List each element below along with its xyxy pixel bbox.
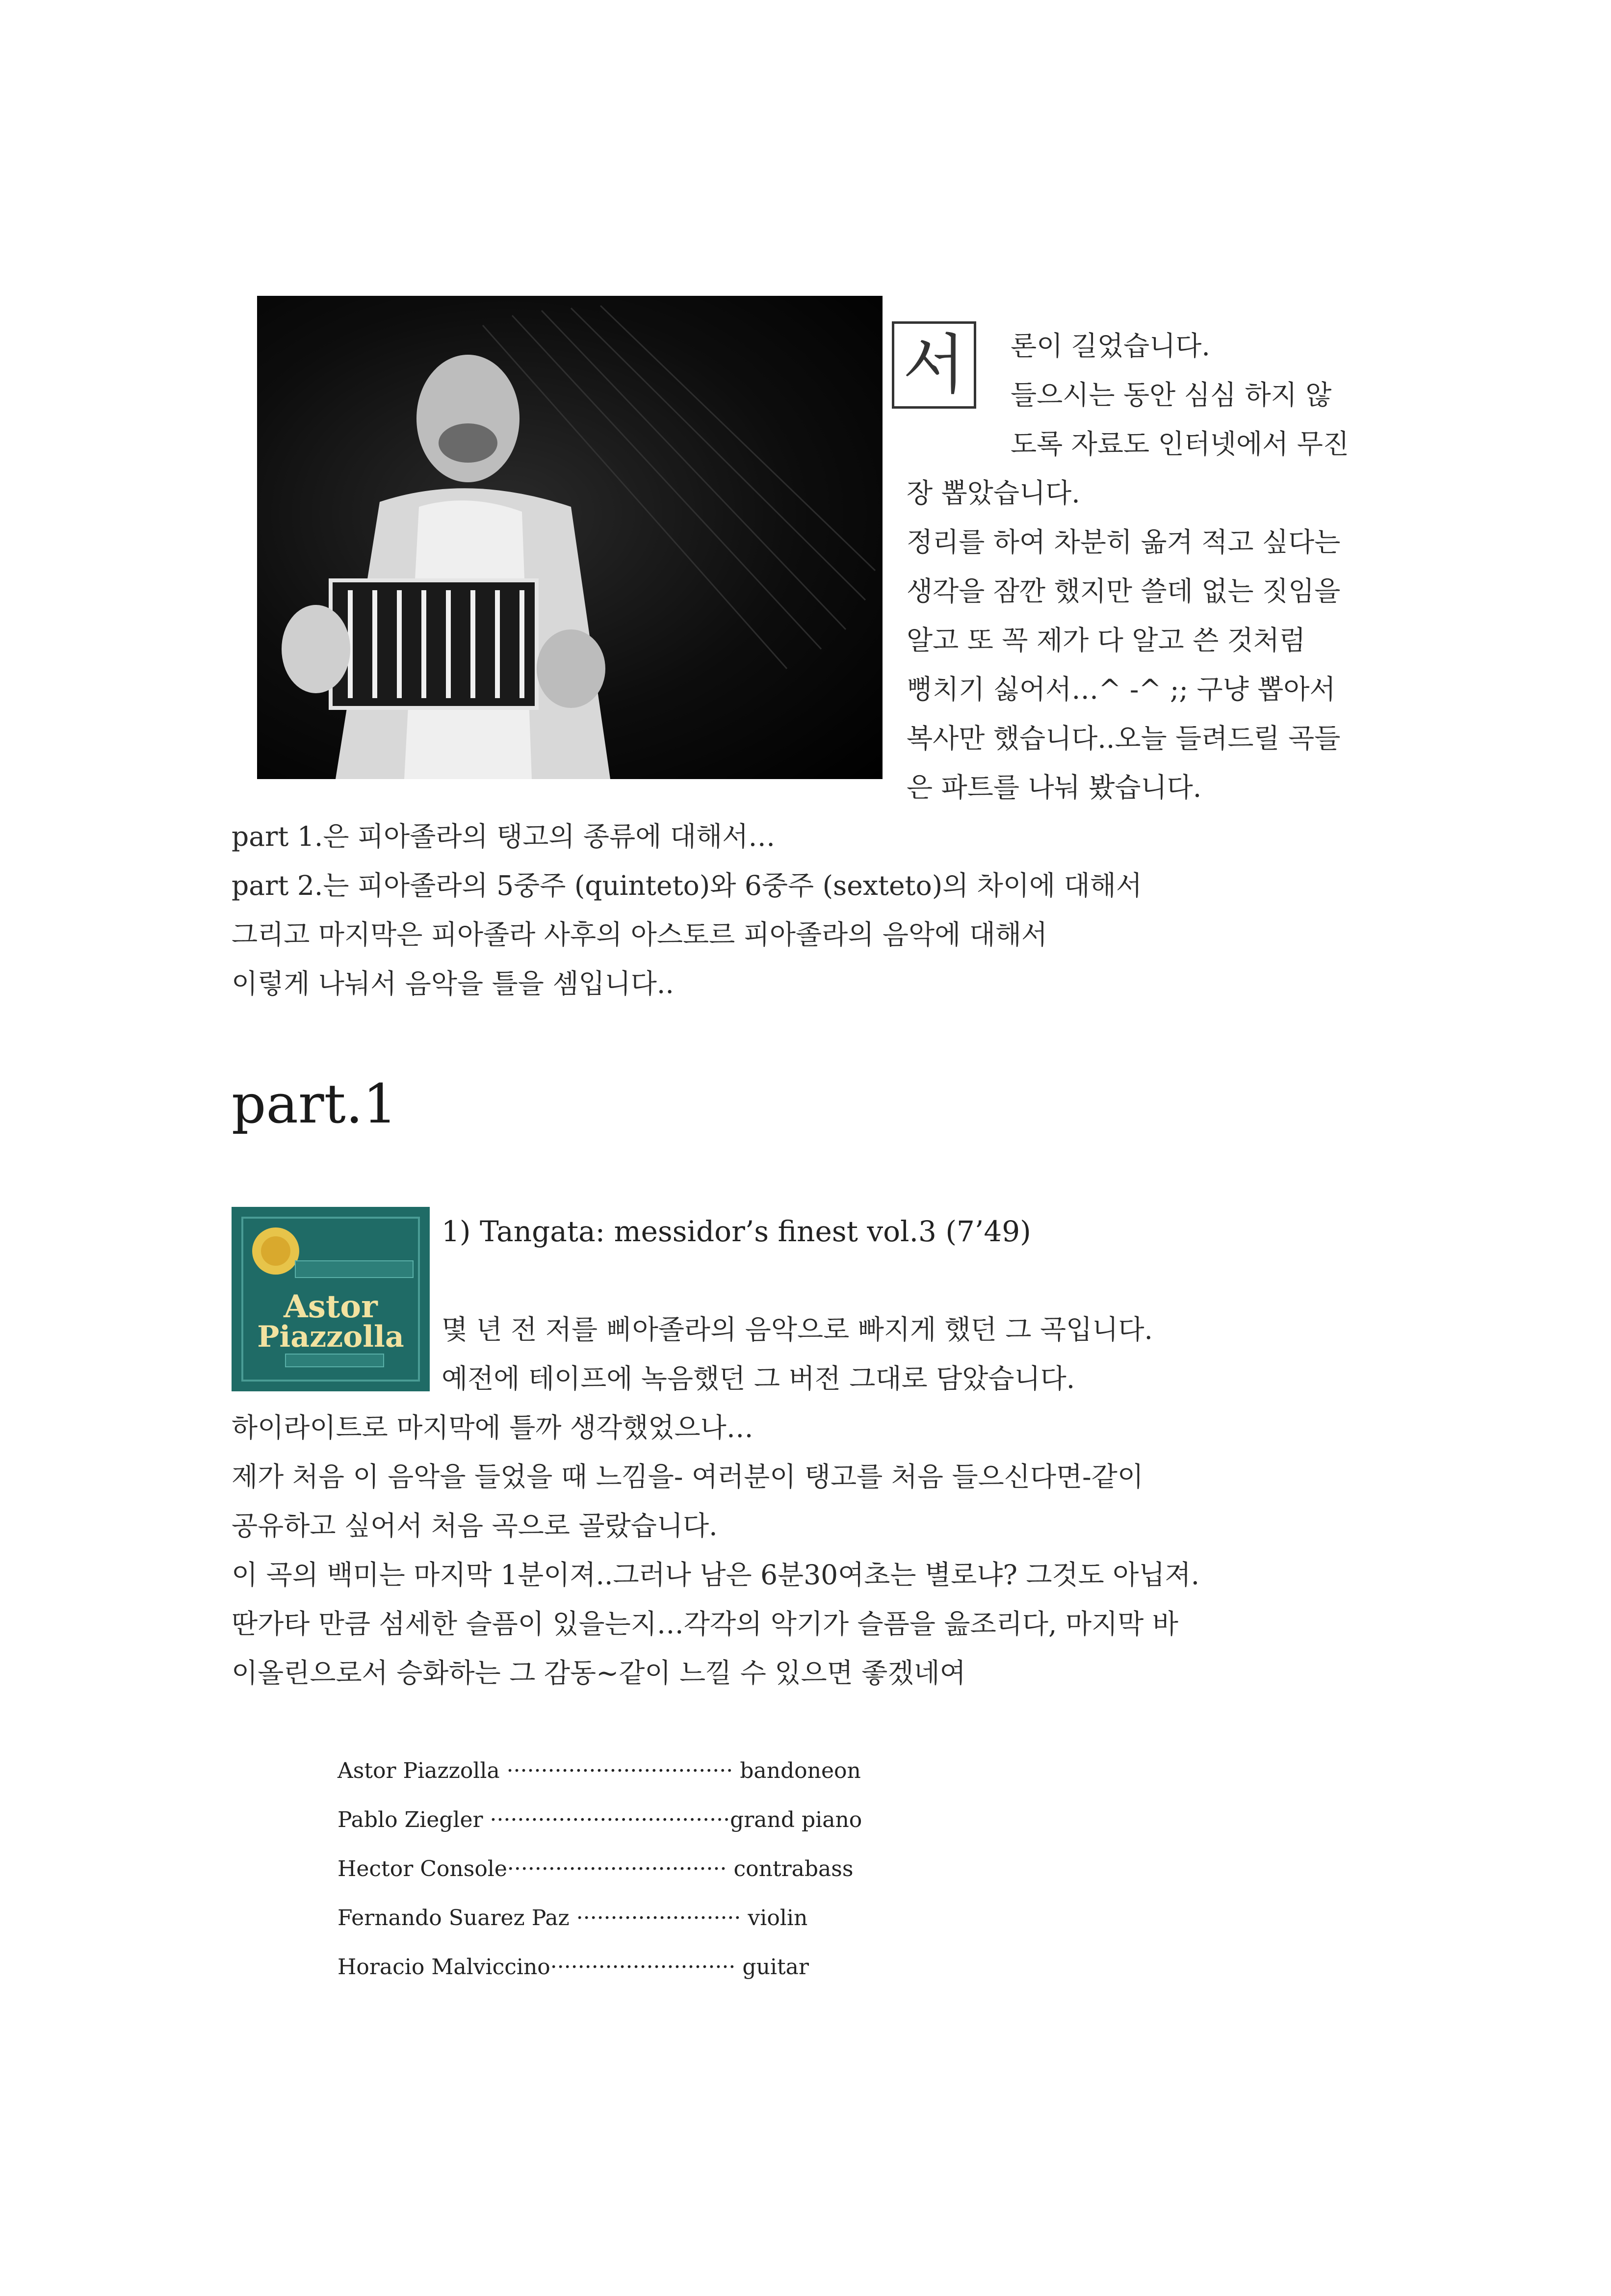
credit-line: Fernando Suarez Paz ························ violin bbox=[338, 1905, 808, 1931]
intro-line: 은 파트를 나눠 봤습니다. bbox=[907, 772, 1202, 803]
intro-line: 이렇게 나눠서 음악을 틀을 셈입니다.. bbox=[232, 968, 674, 999]
intro-line: 생각을 잠깐 했지만 쓸데 없는 짓임을 bbox=[907, 575, 1341, 607]
intro-line: part 2.는 피아졸라의 5중주 (quinteto)와 6중주 (sexteto)의 차이에 대해서 bbox=[232, 870, 1143, 901]
album-cover-text: Piazzolla bbox=[257, 1320, 404, 1354]
intro-line: 그리고 마지막은 피아졸라 사후의 아스토르 피아졸라의 음악에 대해서 bbox=[232, 919, 1048, 950]
intro-line: 도록 자료도 인터넷에서 무진 bbox=[1011, 428, 1350, 460]
intro-line: 알고 또 꼭 제가 다 알고 쓴 것처럼 bbox=[907, 625, 1306, 656]
track-desc-line: 하이라이트로 마지막에 틀까 생각했었으나… bbox=[232, 1412, 754, 1443]
intro-line: 장 뽑았습니다. bbox=[907, 477, 1080, 509]
track-title: 1) Tangata: messidor’s finest vol.3 (7’49) bbox=[442, 1215, 1031, 1248]
credit-line: Astor Piazzolla ································· bandoneon bbox=[338, 1758, 861, 1783]
credit-line: Horacio Malviccino··························· guitar bbox=[338, 1955, 809, 1980]
track-desc-line: 이 곡의 백미는 마지막 1분이져..그러나 남은 6분30여초는 별로냐? 그것도 아닙져. bbox=[232, 1559, 1200, 1591]
track-desc-line: 공유하고 싶어서 처음 곡으로 골랐습니다. bbox=[232, 1510, 718, 1541]
album-cover bbox=[232, 1207, 430, 1391]
section-title: part.1 bbox=[232, 1072, 397, 1135]
intro-line: part 1.은 피아졸라의 탱고의 종류에 대해서… bbox=[232, 821, 776, 852]
credit-line: Hector Console································ contrabass bbox=[338, 1856, 854, 1881]
track-desc-line: 이올린으로서 승화하는 그 감동~같이 느낄 수 있으면 좋겠네여 bbox=[232, 1657, 966, 1689]
performer-photo bbox=[257, 296, 883, 779]
intro-line: 복사만 했습니다..오늘 들려드릴 곡들 bbox=[907, 723, 1341, 754]
intro-line: 뻥치기 싫어서…^ -^ ;; 구냥 뽑아서 bbox=[907, 674, 1336, 705]
album-cover-text: Astor bbox=[284, 1288, 378, 1325]
intro-line: 들으시는 동안 심심 하지 않 bbox=[1011, 379, 1332, 411]
track-desc-line: 예전에 테이프에 녹음했던 그 버전 그대로 담았습니다. bbox=[442, 1363, 1075, 1394]
intro-line: 론이 길었습니다. bbox=[1011, 330, 1210, 362]
track-desc-line: 제가 처음 이 음악을 들었을 때 느낌을- 여러분이 탱고를 처음 들으신다면-같이 bbox=[232, 1461, 1144, 1492]
track-desc-line: 몇 년 전 저를 삐아졸라의 음악으로 빠지게 했던 그 곡입니다. bbox=[442, 1314, 1153, 1345]
track-desc-line: 딴가타 만큼 섬세한 슬픔이 있을는지…각각의 악기가 슬픔을 읊조리다, 마지막 바 bbox=[232, 1608, 1178, 1640]
drop-cap: 서 bbox=[892, 321, 976, 409]
credit-line: Pablo Ziegler ···································grand piano bbox=[338, 1807, 862, 1832]
intro-line: 정리를 하여 차분히 옮겨 적고 싶다는 bbox=[907, 526, 1341, 558]
